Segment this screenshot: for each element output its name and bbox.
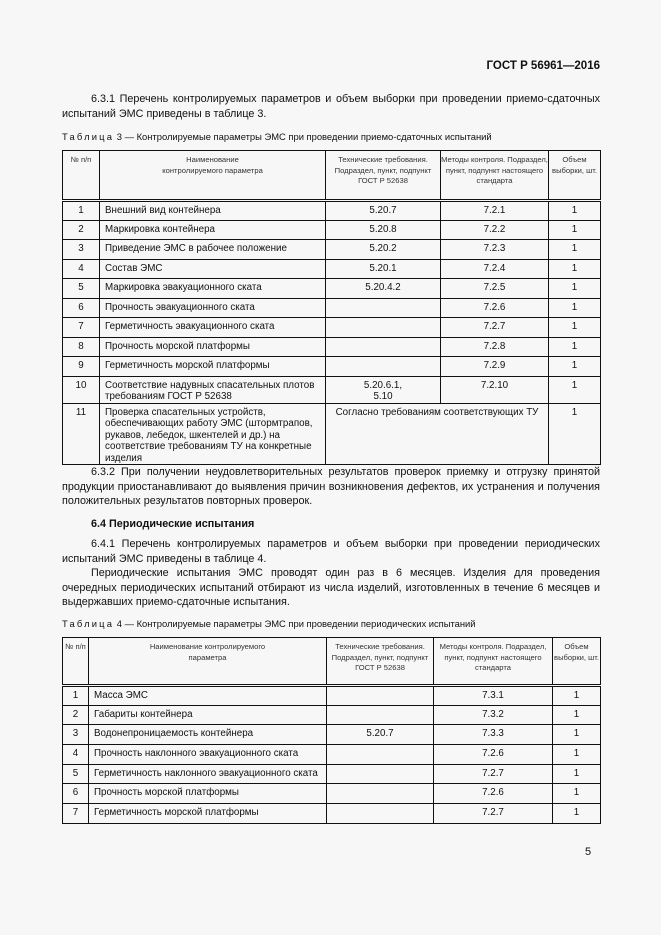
cell-number: 3 (63, 240, 100, 260)
cell-sample-size: 1 (549, 279, 601, 299)
table-row (63, 201, 601, 221)
cell-method: 7.2.4 (441, 259, 549, 279)
cell-parameter: Прочность морской платформы (100, 337, 326, 357)
cell-requirements: 5.20.4.2 (326, 279, 441, 299)
cell-parameter: Прочность наклонного эвакуационного ската (89, 745, 327, 765)
cell-sample-size: 1 (553, 725, 601, 745)
table-row (63, 804, 601, 824)
cell-number: 9 (63, 357, 100, 377)
cell-requirements (327, 764, 434, 784)
table-row (63, 337, 601, 357)
table-header-row (63, 638, 601, 686)
cell-merged-requirements-method: Согласно требованиям соответствующих ТУ (326, 403, 549, 465)
cell-number: 3 (63, 725, 89, 745)
table-row (63, 686, 601, 706)
paragraph-6-3-2 (62, 465, 600, 509)
table-row (63, 725, 601, 745)
table-row (63, 220, 601, 240)
header-parameter: Наименование контролируемого параметра (89, 638, 327, 686)
cell-parameter: Герметичность наклонного эвакуационного ската (89, 764, 327, 784)
cell-parameter: Маркировка эвакуационного ската (100, 279, 326, 299)
cell-method: 7.2.8 (441, 337, 549, 357)
cell-requirements (327, 686, 434, 706)
cell-sample-size: 1 (549, 318, 601, 338)
cell-requirements (326, 337, 441, 357)
table4-caption (62, 618, 476, 629)
table-row (63, 745, 601, 765)
table-row (63, 279, 601, 299)
header-parameter: Наименование контролируемого параметра (100, 151, 326, 201)
cell-requirements (327, 705, 434, 725)
cell-requirements (326, 298, 441, 318)
cell-requirements (327, 784, 434, 804)
cell-sample-size: 1 (553, 686, 601, 706)
cell-sample-size: 1 (549, 201, 601, 221)
cell-method: 7.2.3 (441, 240, 549, 260)
cell-sample-size: 1 (549, 240, 601, 260)
cell-number: 8 (63, 337, 100, 357)
table-row (63, 403, 601, 465)
cell-number: 6 (63, 784, 89, 804)
cell-method: 7.2.1 (441, 201, 549, 221)
header-methods: Методы контроля. Подраздел, пункт, подпункт настоящего стандарта (434, 638, 553, 686)
table-row (63, 764, 601, 784)
cell-method: 7.3.2 (434, 705, 553, 725)
cell-requirements (326, 318, 441, 338)
cell-sample-size: 1 (553, 705, 601, 725)
cell-parameter: Герметичность морской платформы (100, 357, 326, 377)
cell-requirements: 5.20.2 (326, 240, 441, 260)
page-number: 5 (585, 846, 592, 858)
table-row (63, 705, 601, 725)
cell-parameter: Прочность эвакуационного ската (100, 298, 326, 318)
cell-parameter: Приведение ЭМС в рабочее положение (100, 240, 326, 260)
cell-method: 7.2.2 (441, 220, 549, 240)
cell-method: 7.2.5 (441, 279, 549, 299)
header-number: № п/п (63, 151, 100, 201)
cell-method: 7.2.10 (441, 376, 549, 403)
cell-number: 4 (63, 259, 100, 279)
cell-sample-size: 1 (549, 357, 601, 377)
cell-method: 7.2.6 (434, 745, 553, 765)
cell-number: 5 (63, 279, 100, 299)
paragraph-6-4-1 (62, 537, 600, 566)
cell-number: 1 (63, 201, 100, 221)
table-row (63, 784, 601, 804)
cell-requirements: 5.20.7 (326, 201, 441, 221)
cell-sample-size: 1 (553, 745, 601, 765)
cell-parameter: Маркировка контейнера (100, 220, 326, 240)
caption-text: 4 — Контролируемые параметры ЭМС при проведении периодических испытаний (116, 618, 476, 629)
cell-number: 10 (63, 376, 100, 403)
table-row (63, 318, 601, 338)
header-sample-size: Объем выборки, шт. (549, 151, 601, 201)
cell-requirements (327, 804, 434, 824)
table-header-row (63, 151, 601, 201)
cell-parameter: Герметичность морской платформы (89, 804, 327, 824)
header-methods: Методы контроля. Подраздел, пункт, подпункт настоящего стандарта (441, 151, 549, 201)
cell-requirements (327, 745, 434, 765)
cell-sample-size: 1 (553, 804, 601, 824)
cell-sample-size: 1 (549, 298, 601, 318)
table-row (63, 357, 601, 377)
cell-method: 7.2.7 (441, 318, 549, 338)
cell-number: 7 (63, 804, 89, 824)
cell-requirements: 5.20.6.1, 5.10 (326, 376, 441, 403)
header-requirements: Технические требования. Подраздел, пункт, подпункт ГОСТ Р 52638 (326, 151, 441, 201)
header-requirements: Технические требования. Подраздел, пункт, подпункт ГОСТ Р 52638 (327, 638, 434, 686)
cell-number: 4 (63, 745, 89, 765)
cell-number: 6 (63, 298, 100, 318)
cell-sample-size: 1 (553, 784, 601, 804)
cell-number: 11 (63, 403, 100, 465)
table-row (63, 259, 601, 279)
cell-sample-size: 1 (549, 259, 601, 279)
cell-method: 7.3.1 (434, 686, 553, 706)
table-3 (62, 150, 601, 465)
cell-requirements: 5.20.1 (326, 259, 441, 279)
section-heading-6-4: 6.4 Периодические испытания (91, 518, 255, 530)
cell-parameter: Прочность морской платформы (89, 784, 327, 804)
cell-number: 1 (63, 686, 89, 706)
cell-method: 7.2.9 (441, 357, 549, 377)
cell-parameter: Проверка спасательных устройств, обеспечивающих работу ЭМС (штормтрапов, рукавов, лебедок, шкентелей и др.) на соответствие требованиям ТУ на конкретные изделия (100, 403, 326, 465)
table-row (63, 240, 601, 260)
document-code: ГОСТ Р 56961—2016 (486, 60, 600, 72)
caption-text: 3 — Контролируемые параметры ЭМС при проведении приемо-сдаточных испытаний (116, 131, 492, 142)
cell-number: 7 (63, 318, 100, 338)
caption-label: Таблица (62, 618, 115, 629)
cell-number: 2 (63, 220, 100, 240)
table-4 (62, 637, 601, 824)
cell-parameter: Водонепроницаемость контейнера (89, 725, 327, 745)
cell-sample-size: 1 (549, 403, 601, 465)
cell-method: 7.2.6 (441, 298, 549, 318)
cell-parameter: Габариты контейнера (89, 705, 327, 725)
cell-method: 7.2.7 (434, 764, 553, 784)
cell-method: 7.3.3 (434, 725, 553, 745)
cell-sample-size: 1 (549, 220, 601, 240)
cell-method: 7.2.6 (434, 784, 553, 804)
paragraph-6-3-1 (62, 92, 600, 121)
cell-requirements: 5.20.7 (327, 725, 434, 745)
cell-parameter: Масса ЭМС (89, 686, 327, 706)
paragraph-text: Периодические испытания ЭМС проводят один раз в 6 месяцев. Изделия для проведения очередных периодических испытаний отбирают из числа изделий, изготовленных в течение 6 месяцев и выдержавших приемо-сдаточные испытания. (62, 567, 600, 608)
cell-parameter: Герметичность эвакуационного ската (100, 318, 326, 338)
paragraph-text: 6.4.1 Перечень контролируемых параметров и объем выборки при проведении периодических испытаний ЭМС приведены в таблице 4. (62, 538, 600, 565)
header-number: № п/п (63, 638, 89, 686)
cell-sample-size: 1 (549, 337, 601, 357)
table3-caption (62, 131, 492, 142)
cell-method: 7.2.7 (434, 804, 553, 824)
cell-parameter: Внешний вид контейнера (100, 201, 326, 221)
caption-label: Таблица (62, 131, 115, 142)
cell-parameter: Соответствие надувных спасательных плотов требованиям ГОСТ Р 52638 (100, 376, 326, 403)
cell-requirements: 5.20.8 (326, 220, 441, 240)
header-sample-size: Объем выборки, шт. (553, 638, 601, 686)
cell-number: 5 (63, 764, 89, 784)
cell-sample-size: 1 (549, 376, 601, 403)
paragraph-6-4-1-periodicity (62, 566, 600, 610)
cell-parameter: Состав ЭМС (100, 259, 326, 279)
cell-requirements (326, 357, 441, 377)
cell-sample-size: 1 (553, 764, 601, 784)
table-row (63, 376, 601, 403)
paragraph-text: 6.3.1 Перечень контролируемых параметров и объем выборки при проведении приемо-сдаточных испытаний ЭМС приведены в таблице 3. (62, 93, 600, 120)
cell-number: 2 (63, 705, 89, 725)
paragraph-text: 6.3.2 При получении неудовлетворительных результатов проверок приемку и отгрузку принятой продукции приостанавливают до выявления причин возникновения дефектов, их устранения и получения положительных результатов повторных проверок. (62, 466, 600, 507)
table-row (63, 298, 601, 318)
